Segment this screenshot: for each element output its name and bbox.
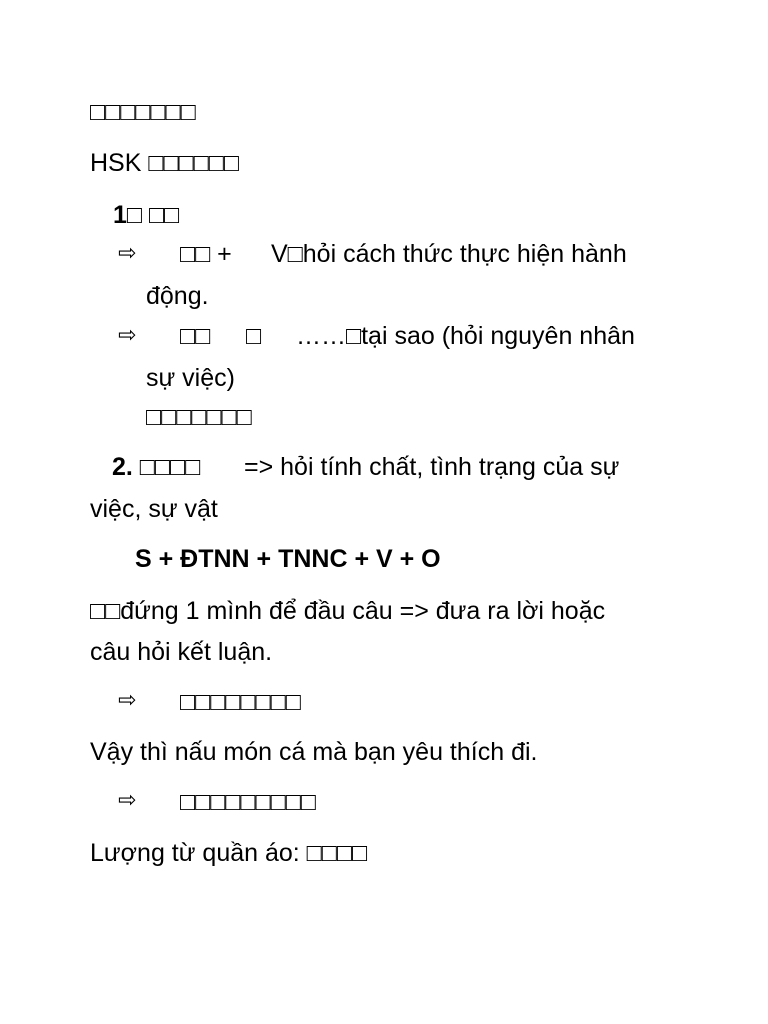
example-sentence: □□□□□□□□□ (180, 788, 316, 816)
bullet1-cjk: □□ + (180, 240, 232, 268)
bullet2-text: ……□tại sao (hỏi nguyên nhân (296, 322, 635, 350)
paragraph-line: □□đứng 1 mình để đầu câu => đưa ra lời hoặc (90, 597, 606, 625)
example-sentence: □□□□□□□□ (180, 688, 301, 716)
bullet1-continuation: động. (146, 282, 209, 310)
bullet2-cjk: □□ (180, 322, 211, 350)
arrow-icon: ⇨ (118, 322, 137, 347)
arrow-icon: ⇨ (118, 240, 137, 265)
document-title: □□□□□□□ (90, 98, 196, 126)
bullet2-cjk-particle: □ (246, 322, 262, 350)
section2-description-continuation: việc, sự vật (90, 495, 218, 523)
document-subtitle: HSK □□□□□□ (90, 149, 239, 177)
example-translation: Vậy thì nấu món cá mà bạn yêu thích đi. (90, 738, 538, 766)
grammar-formula: S + ĐTNN + TNNC + V + O (135, 545, 441, 573)
arrow-icon: ⇨ (118, 787, 137, 812)
bullet1-text: V□hỏi cách thức thực hiện hành (271, 240, 627, 268)
section2-heading: 2. □□□□ (112, 453, 201, 481)
arrow-icon: ⇨ (118, 687, 137, 712)
paragraph-line: câu hỏi kết luận. (90, 638, 273, 666)
section2-description: => hỏi tính chất, tình trạng của sự (244, 453, 620, 481)
section1-heading: 1□ □□ (113, 201, 180, 229)
section1-example: □□□□□□□ (146, 403, 252, 431)
bullet2-continuation: sự việc) (146, 364, 235, 392)
measure-word-note: Lượng từ quần áo: □□□□ (90, 839, 368, 867)
